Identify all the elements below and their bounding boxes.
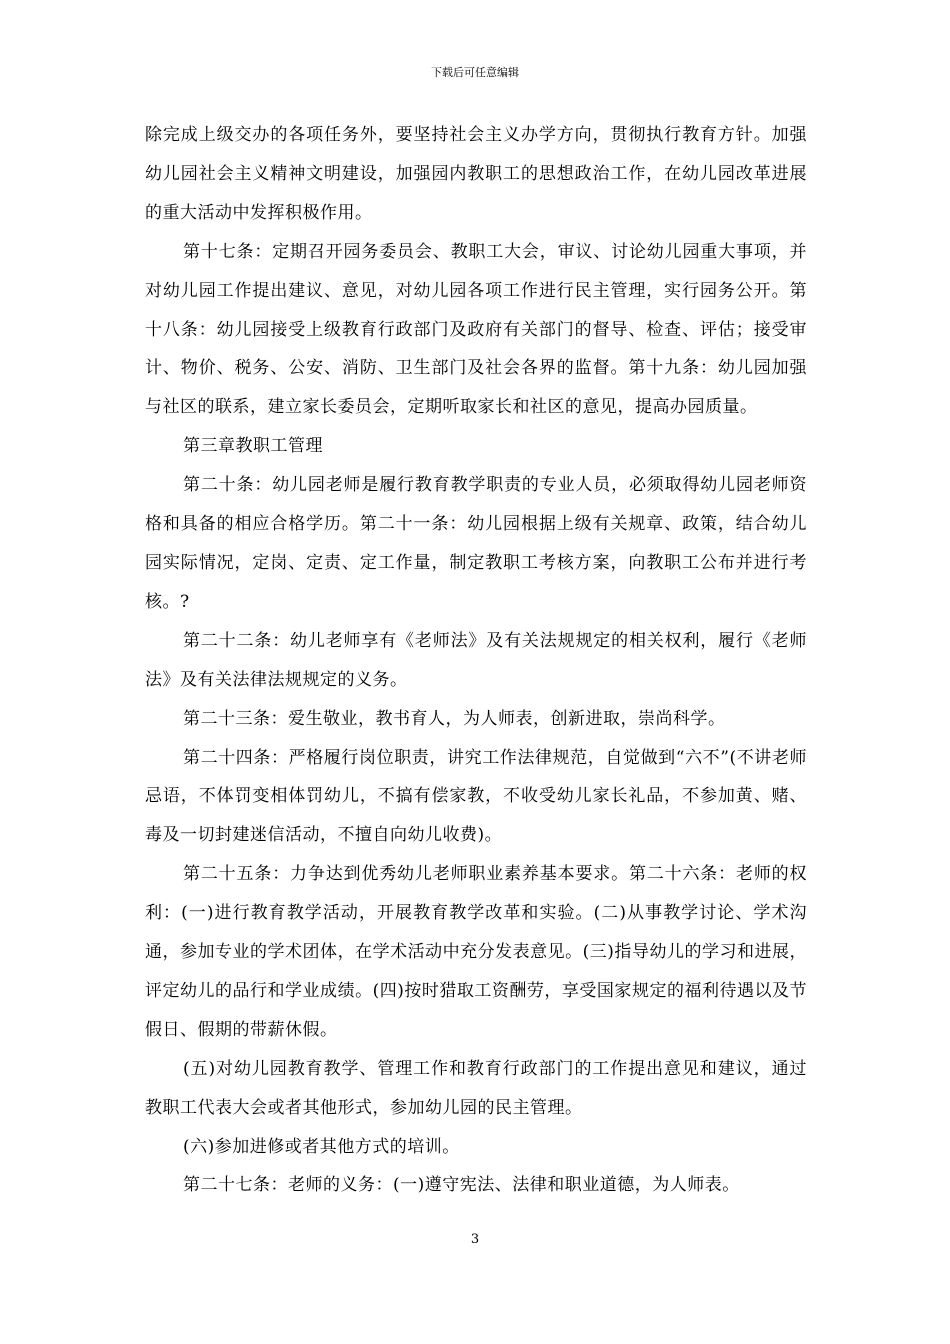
document-body xyxy=(145,116,807,1205)
paragraph: 第二十五条：力争达到优秀幼儿老师职业素养基本要求。第二十六条：老师的权利：(一)进行教育教学活动，开展教育教学改革和实验。(二)从事教学讨论、学术沟通，参加专业的学术团体，在学术活动中充分发表意见。(三)指导幼儿的学习和进展，评定幼儿的品行和学业成绩。(四)按时猎取工资酬劳，享受国家规定的福利待遇以及节假日、假期的带薪休假。 xyxy=(145,864,807,1040)
paragraph: 第二十三条：爱生敬业，教书育人，为人师表，创新进取，崇尚科学。 xyxy=(183,708,726,729)
paragraph: (五)对幼儿园教育教学、管理工作和教育行政部门的工作提出意见和建议，通过教职工代表大会或者其他形式，参加幼儿园的民主管理。 xyxy=(145,1058,807,1118)
paragraph: 第二十条：幼儿园老师是履行教育教学职责的专业人员，必须取得幼儿园老师资格和具备的相应合格学历。第二十一条：幼儿园根据上级有关规章、政策，结合幼儿园实际情况，定岗、定责、定工作量，制定教职工考核方案，向教职工公布并进行考核。? xyxy=(145,475,807,612)
paragraph: 除完成上级交办的各项任务外，要坚持社会主义办学方向，贯彻执行教育方针。加强幼儿园社会主义精神文明建设，加强园内教职工的思想政治工作，在幼儿园改革进展的重大活动中发挥积极作用。 xyxy=(145,125,807,223)
paragraph: 第二十四条：严格履行岗位职责，讲究工作法律规范，自觉做到“六不”(不讲老师忌语，不体罚变相体罚幼儿，不搞有偿家教，不收受幼儿家长礼品，不参加黄、赌、毒及一切封建迷信活动，不擅自向幼儿收费)。 xyxy=(145,747,807,846)
paragraph: (六)参加进修或者其他方式的培训。 xyxy=(183,1136,460,1157)
page-number: 3 xyxy=(470,1232,480,1247)
chapter-heading: 第三章教职工管理 xyxy=(183,436,323,457)
paragraph: 第二十二条：幼儿老师享有《老师法》及有关法规规定的相关权利，履行《老师法》及有关法律法规规定的义务。 xyxy=(145,630,807,690)
page-header: 下载后可任意编辑 xyxy=(431,66,519,79)
paragraph: 第十七条：定期召开园务委员会、教职工大会，审议、讨论幼儿园重大事项，并对幼儿园工作提出建议、意见，对幼儿园各项工作进行民主管理，实行园务公开。第十八条：幼儿园接受上级教育行政部门及政府有关部门的督导、检查、评估；接受审计、物价、税务、公安、消防、卫生部门及社会各界的监督。第十九条：幼儿园加强与社区的联系，建立家长委员会，定期听取家长和社区的意见，提高办园质量。 xyxy=(145,241,807,418)
paragraph: 第二十七条：老师的义务：(一)遵守宪法、法律和职业道德，为人师表。 xyxy=(183,1175,740,1196)
